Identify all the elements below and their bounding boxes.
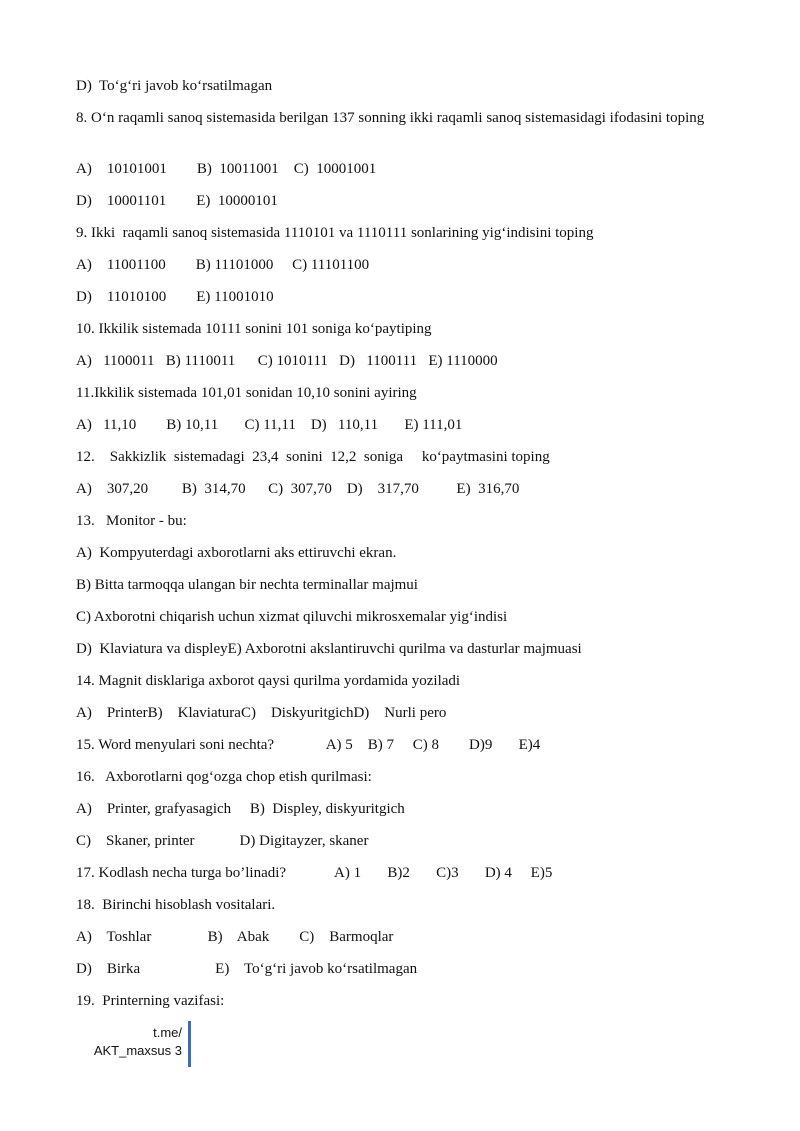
text-line: A) Toshlar B) Abak C) Barmoqlar xyxy=(76,929,394,945)
footer-page-label: AKT_maxsus 3 xyxy=(93,1043,182,1058)
question-9: 9. Ikki raqamli sanoq sistemasida 1110101 va 1110111 sonlarining yig‘indisini toping xyxy=(76,225,594,241)
text-line: D) To‘g‘ri javob ko‘rsatilmagan xyxy=(76,78,273,94)
footer-divider xyxy=(188,1021,191,1067)
text-line: A) 1100011 B) 1110011 C) 1010111 D) 1100111 E) 1110000 xyxy=(76,353,498,369)
text-line: D) Klaviatura va displeyE) Axborotni akslantiruvchi qurilma va dasturlar majmuasi xyxy=(76,641,582,657)
text-line: C) Skaner, printer D) Digitayzer, skaner xyxy=(76,833,369,849)
text-line: A) 10101001 B) 10011001 C) 10001001 xyxy=(76,161,377,177)
text-line: C) Axborotni chiqarish uchun xizmat qiluvchi mikrosxemalar yig‘indisi xyxy=(76,609,508,625)
question-11: 11.Ikkilik sistemada 101,01 sonidan 10,10 sonini ayiring xyxy=(76,385,417,401)
question-14: 14. Magnit disklariga axborot qaysi qurilma yordamida yoziladi xyxy=(76,673,461,689)
question-12: 12. Sakkizlik sistemadagi 23,4 sonini 12,2 soniga ko‘paytmasini toping xyxy=(76,449,550,465)
text-line: A) Printer, grafyasagich B) Displey, diskyuritgich xyxy=(76,801,405,817)
text-line: D) Birka E) To‘g‘ri javob ko‘rsatilmagan xyxy=(76,961,418,977)
footer-link-text: t.me/ xyxy=(153,1025,182,1040)
text-line: B) Bitta tarmoqqa ulangan bir nechta terminallar majmui xyxy=(76,577,418,593)
question-10: 10. Ikkilik sistemada 10111 sonini 101 soniga ko‘paytiping xyxy=(76,321,432,337)
text-line: A) PrinterB) KlaviaturaC) DiskyuritgichD) Nurli pero xyxy=(76,705,447,721)
question-15: 15. Word menyulari soni nechta? A) 5 B) 7 C) 8 D)9 E)4 xyxy=(76,737,541,753)
question-18: 18. Birinchi hisoblash vositalari. xyxy=(76,897,276,913)
text-line: D) 10001101 E) 10000101 xyxy=(76,193,278,209)
text-line: A) 307,20 B) 314,70 C) 307,70 D) 317,70 E) 316,70 xyxy=(76,481,520,497)
text-line: D) 11010100 E) 11001010 xyxy=(76,289,274,305)
text-line: A) 11,10 B) 10,11 C) 11,11 D) 110,11 E) 111,01 xyxy=(76,417,463,433)
question-17: 17. Kodlash necha turga bo’linadi? A) 1 B)2 C)3 D) 4 E)5 xyxy=(76,865,553,881)
question-8: 8. O‘n raqamli sanoq sistemasida berilgan 137 sonning ikki raqamli sanoq sistemasidagi ifodasini toping xyxy=(76,110,705,126)
question-19: 19. Printerning vazifasi: xyxy=(76,993,225,1009)
page-footer xyxy=(78,1024,182,1060)
text-line: A) Kompyuterdagi axborotlarni aks ettiruvchi ekran. xyxy=(76,545,397,561)
question-16: 16. Axborotlarni qog‘ozga chop etish qurilmasi: xyxy=(76,769,372,785)
text-line: A) 11001100 B) 11101000 C) 11101100 xyxy=(76,257,370,273)
question-13: 13. Monitor - bu: xyxy=(76,513,187,529)
